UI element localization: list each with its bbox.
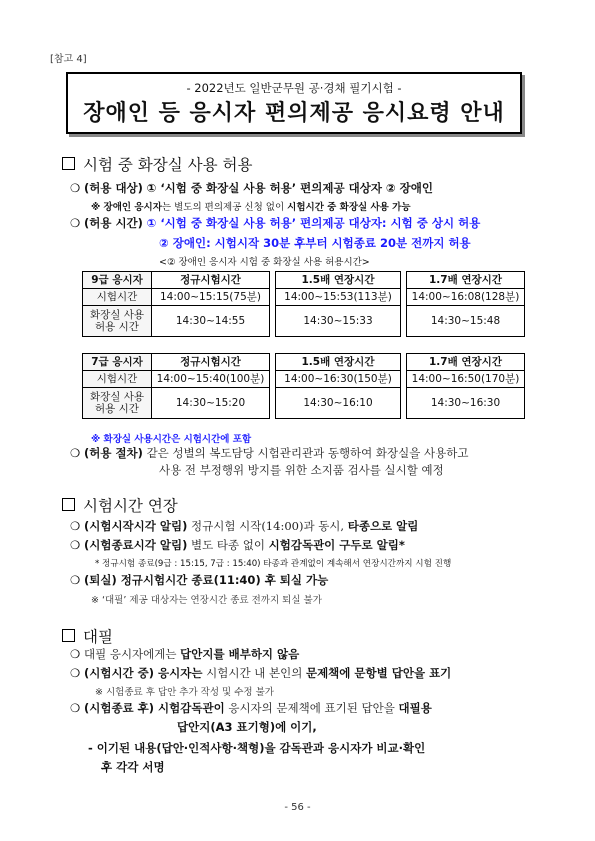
circle-bullet-icon: ❍: [70, 701, 81, 715]
bullet-start-notice: ❍ (시험시작시각 알림) 정규시험 시작(14:00)과 동시, 타종으로 알림: [70, 519, 419, 533]
bullet-allowed-time: ❍ (허용 시간) ① ‘시험 중 화장실 사용 허용’ 편의제공 대상자: 시험 중 상시 허용: [70, 216, 481, 230]
table-cell: 14:00~16:50(170분): [407, 371, 525, 388]
table-cell: 14:00~16:08(128분): [407, 289, 525, 306]
circle-bullet-icon: ❍: [70, 216, 81, 230]
section-heading-text: 시험 중 화장실 사용 허용: [83, 156, 253, 174]
bullet-procedure: ❍ (허용 절차) 같은 성별의 복도담당 시험관리관과 동행하여 화장실을 사용하고: [70, 446, 469, 460]
table-header: 1.5배 연장시간: [276, 272, 401, 289]
table-cell: 14:00~15:40(100분): [152, 371, 270, 388]
section-heading-text: 시험시간 연장: [83, 497, 178, 515]
title-box: [66, 72, 522, 134]
table-cell: 14:30~15:33: [276, 306, 401, 337]
exit-note: ※ ‘대필’ 제공 대상자는 연장시간 종료 전까지 퇴실 불가: [91, 595, 322, 606]
table-header: 정규시험시간: [152, 272, 270, 289]
after-exam-line2: 답안지(A3 표기형)에 이기,: [177, 720, 317, 734]
square-bullet-icon: [62, 629, 75, 642]
table-header: 1.7배 연장시간: [407, 354, 525, 371]
table-row-label: 시험시간: [83, 371, 152, 388]
table-header: 정규시험시간: [152, 354, 270, 371]
table-header: 1.7배 연장시간: [407, 272, 525, 289]
document-subtitle: - 2022년도 일반군무원 공·경채 필기시험 -: [186, 81, 402, 95]
table-caption: <② 장애인 응시자 시험 중 화장실 사용 허용시간>: [159, 257, 370, 268]
table-cell: 14:00~16:30(150분): [276, 371, 401, 388]
table-cell: 14:30~16:10: [276, 388, 401, 419]
circle-bullet-icon: ❍: [70, 181, 81, 195]
circle-bullet-icon: ❍: [70, 666, 81, 680]
table-header: 1.5배 연장시간: [276, 354, 401, 371]
table-row-label: 시험시간: [83, 289, 152, 306]
procedure-line2: 사용 전 부정행위 방지를 위한 소지품 검사를 실시할 예정: [159, 463, 444, 477]
section-heading-restroom: [62, 153, 252, 175]
table-header: 9급 응시자: [83, 272, 152, 289]
bullet-allowed-target: ❍ (허용 대상) ① ‘시험 중 화장실 사용 허용’ 편의제공 대상자 ② 장애인: [70, 181, 433, 195]
table-row-label: 화장실 사용 허용 시간: [83, 388, 152, 419]
section-heading-text: 대필: [83, 628, 113, 646]
square-bullet-icon: [62, 157, 75, 170]
restroom-time-table-grade7: [82, 353, 525, 419]
table-cell: 14:00~15:15(75분): [152, 289, 270, 306]
table-cell: 14:30~14:55: [152, 306, 270, 337]
table-cell: 14:30~16:30: [407, 388, 525, 419]
bullet-no-answer-sheet: ❍ 대필 응시자에게는 답안지를 배부하지 않음: [70, 647, 300, 661]
table-row-label: 화장실 사용 허용 시간: [83, 306, 152, 337]
circle-bullet-icon: ❍: [70, 519, 81, 533]
bullet-during-exam: ❍ (시험시간 중) 응시자는 시험시간 내 본인의 문제책에 문항별 답안을 표기: [70, 666, 452, 680]
during-exam-note: ※ 시험종료 후 답안 추가 작성 및 수정 불가: [95, 687, 274, 698]
circle-bullet-icon: ❍: [70, 647, 81, 661]
signature-instruction-line2: 후 각각 서명: [101, 760, 165, 774]
circle-bullet-icon: ❍: [70, 573, 81, 587]
bullet-end-notice: ❍ (시험종료시각 알림) 별도 타종 없이 시험감독관이 구두로 알림*: [70, 538, 405, 552]
signature-instruction: - 이기된 내용(답안·인적사항·책형)을 감독관과 응시자가 비교·확인: [88, 741, 426, 755]
table-cell: 14:30~15:48: [407, 306, 525, 337]
page-number: - 56 -: [284, 802, 311, 813]
section-heading-dictation: [62, 625, 113, 647]
document-title: 장애인 등 응시자 편의제공 응시요령 안내: [83, 101, 505, 126]
end-notice-note: * 정규시험 종료(9급 : 15:15, 7급 : 15:40) 타종과 관계없이 계속해서 연장시간까지 시험 진행: [95, 559, 452, 569]
table-header: 7급 응시자: [83, 354, 152, 371]
bullet-after-exam: ❍ (시험종료 후) 시험감독관이 응시자의 문제책에 표기된 답안을 대필용: [70, 701, 432, 715]
table-cell: 14:30~15:20: [152, 388, 270, 419]
circle-bullet-icon: ❍: [70, 446, 81, 460]
allowed-time-line2: ② 장애인: 시험시작 30분 후부터 시험종료 20분 전까지 허용: [159, 236, 471, 250]
restroom-time-table-grade9: [82, 271, 525, 337]
reference-tag: [참고 4]: [50, 54, 87, 65]
square-bullet-icon: [62, 498, 75, 511]
section-heading-time-extension: [62, 494, 178, 516]
table-cell: 14:00~15:53(113분): [276, 289, 401, 306]
circle-bullet-icon: ❍: [70, 538, 81, 552]
table-note: ※ 화장실 사용시간은 시험시간에 포함: [91, 434, 252, 445]
note-disabled-applicant: ※ 장애인 응시자는 별도의 편의제공 신청 없이 시험시간 중 화장실 사용 가능: [91, 202, 411, 213]
bullet-exit: ❍ (퇴실) 정규시험시간 종료(11:40) 후 퇴실 가능: [70, 573, 329, 587]
